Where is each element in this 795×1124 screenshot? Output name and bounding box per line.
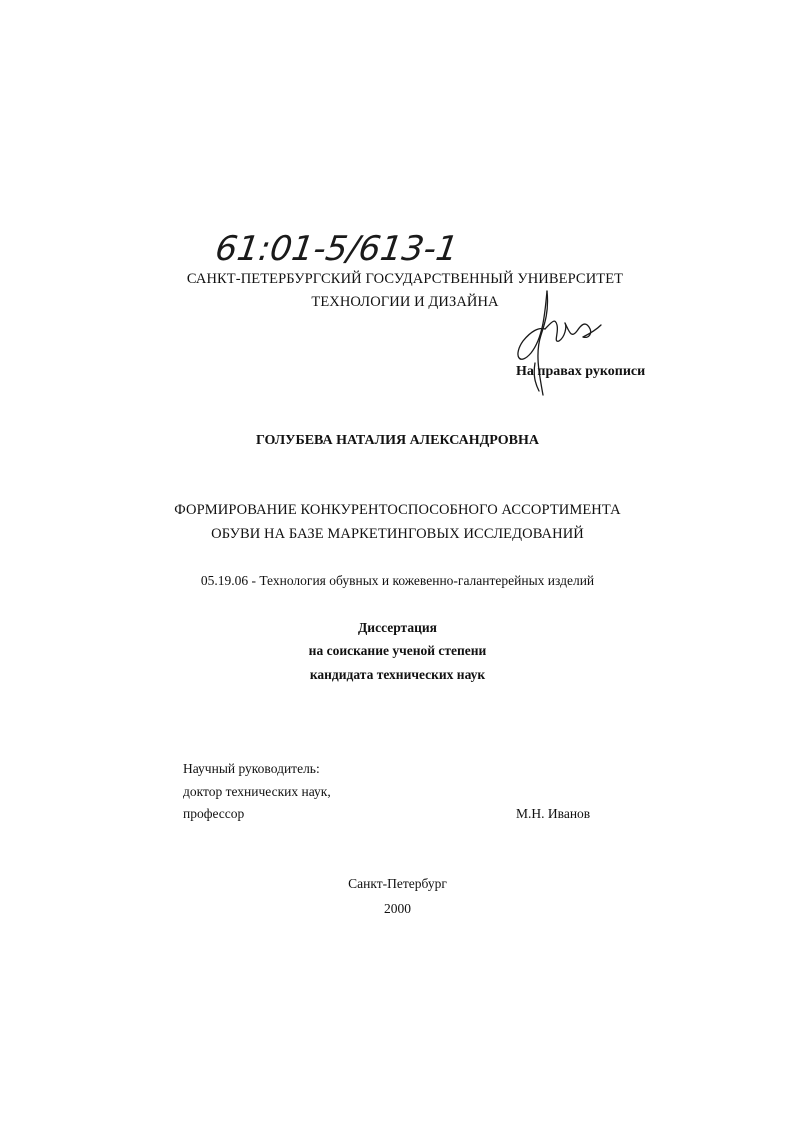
dissertation-label: Диссертация bbox=[358, 620, 437, 635]
dissertation-title-line2: ОБУВИ НА БАЗЕ МАРКЕТИНГОВЫХ ИССЛЕДОВАНИЙ bbox=[211, 526, 584, 542]
degree-field-line: кандидата технических наук bbox=[309, 667, 486, 682]
advisor-label: Научный руководитель: bbox=[183, 761, 320, 776]
advisor-title: профессор bbox=[183, 806, 245, 821]
specialty-code: 05.19.06 - Технология обувных и кожевенно-галантерейных изделий bbox=[200, 573, 595, 588]
handwritten-catalog-code bbox=[215, 218, 485, 278]
dissertation-title-line1: ФОРМИРОВАНИЕ КОНКУРЕНТОСПОСОБНОГО АССОРТИМЕНТА bbox=[174, 502, 621, 518]
university-name-line1: САНКТ-ПЕТЕРБУРГСКИЙ ГОСУДАРСТВЕННЫЙ УНИВЕРСИТЕТ bbox=[186, 271, 624, 287]
degree-line: на соискание ученой степени bbox=[308, 643, 487, 658]
author-name: ГОЛУБЕВА НАТАЛИЯ АЛЕКСАНДРОВНА bbox=[256, 433, 539, 448]
manuscript-rights-note: На правах рукописи bbox=[516, 364, 646, 379]
handwritten-code-text: 61:01-5/613-1 bbox=[215, 229, 461, 269]
city: Санкт-Петербург bbox=[348, 876, 447, 891]
year: 2000 bbox=[384, 901, 411, 916]
advisor-degree: доктор технических наук, bbox=[183, 784, 331, 799]
university-name-line2: ТЕХНОЛОГИИ И ДИЗАЙНА bbox=[311, 294, 499, 310]
handwritten-code-drawing bbox=[215, 218, 485, 278]
handwritten-signature bbox=[505, 283, 605, 398]
advisor-name: М.Н. Иванов bbox=[516, 806, 591, 821]
